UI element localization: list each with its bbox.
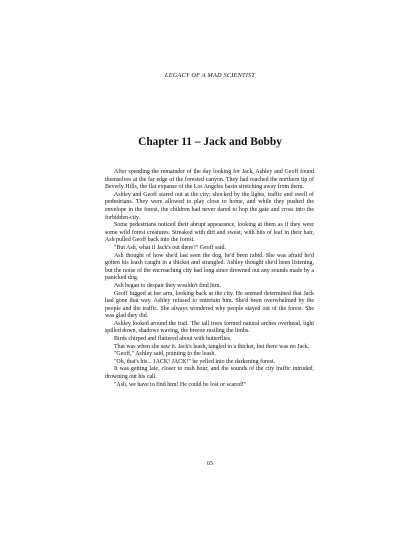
paragraph: Birds chirped and fluttered about with butterflies. (114, 336, 232, 343)
paragraph: "Ash, we have to find him! He could be lost or scared!" (114, 381, 247, 388)
paragraph: "Geoff," Ashley said, pointing to the leash. (114, 351, 216, 358)
paragraph: Ashley looked around the trail. The tall trees formed natural arches overhead, light spilled down, shadows waving, the breeze rustling the limbs. (105, 320, 314, 335)
paragraph: That was when she saw it. Jack's leash, tangled in a thicket, but there was no Jack. (114, 343, 310, 350)
paragraph: Ash began to despair they wouldn't find him. (114, 282, 221, 289)
paragraph: It was getting late, closer to rush hour, and the sounds of the city traffic intruded, drowning out his call. (105, 366, 314, 381)
paragraph: "But Ash, what if Jack's out there?" Geoff said. (114, 244, 226, 251)
paragraph: Geoff tugged at her arm, looking back at the city. He seemed determined that Jack had gone that way. Ashley refused to entertain him. She'd been overwhelmed by the people and the traffic. She always wondered why people stayed out of the forest. She was glad they did. (105, 290, 314, 320)
paragraph: "Oh, that's his... JACK! JACK!" he yelled into the darkening forest. (114, 358, 276, 365)
paragraph: Some pedestrians noticed their abrupt appearance, looking at them as if they were some wild forest creatures. Streaked with dirt and sweat, with bits of leaf in their hair, Ash pulled Geoff back into the forest. (105, 222, 314, 244)
paragraph: After spending the remainder of the day looking for Jack, Ashley and Geoff found themselves at the far edge of the forested canyon. They had reached the northern tip of Beverly Hills, the flat expanse of the Los Angeles basin stretching away from them. (105, 169, 314, 191)
chapter-body (105, 169, 314, 389)
page-number: 65 (207, 461, 213, 467)
chapter-title: Chapter 11 – Jack and Bobby (138, 136, 282, 148)
running-header: LEGACY OF A MAD SCIENTIST (164, 72, 256, 79)
paragraph: Ash thought of how she'd last seen the dog, he'd been rabid. She was afraid he'd gotten his leash caught in a thicket and strangled. Ashley thought she'd been listening, but the noise of the encroaching city had long since drowned out any sounds made by a panicked dog. (105, 252, 314, 282)
paragraph: Ashley and Geoff stared out at the city; shocked by the lights, traffic and swell of pedestrians. They were allowed to play close to home, and while they pushed the envelope in the forest, the children had never dared to hop the gate and cross into the forbidden-city. (105, 191, 314, 221)
